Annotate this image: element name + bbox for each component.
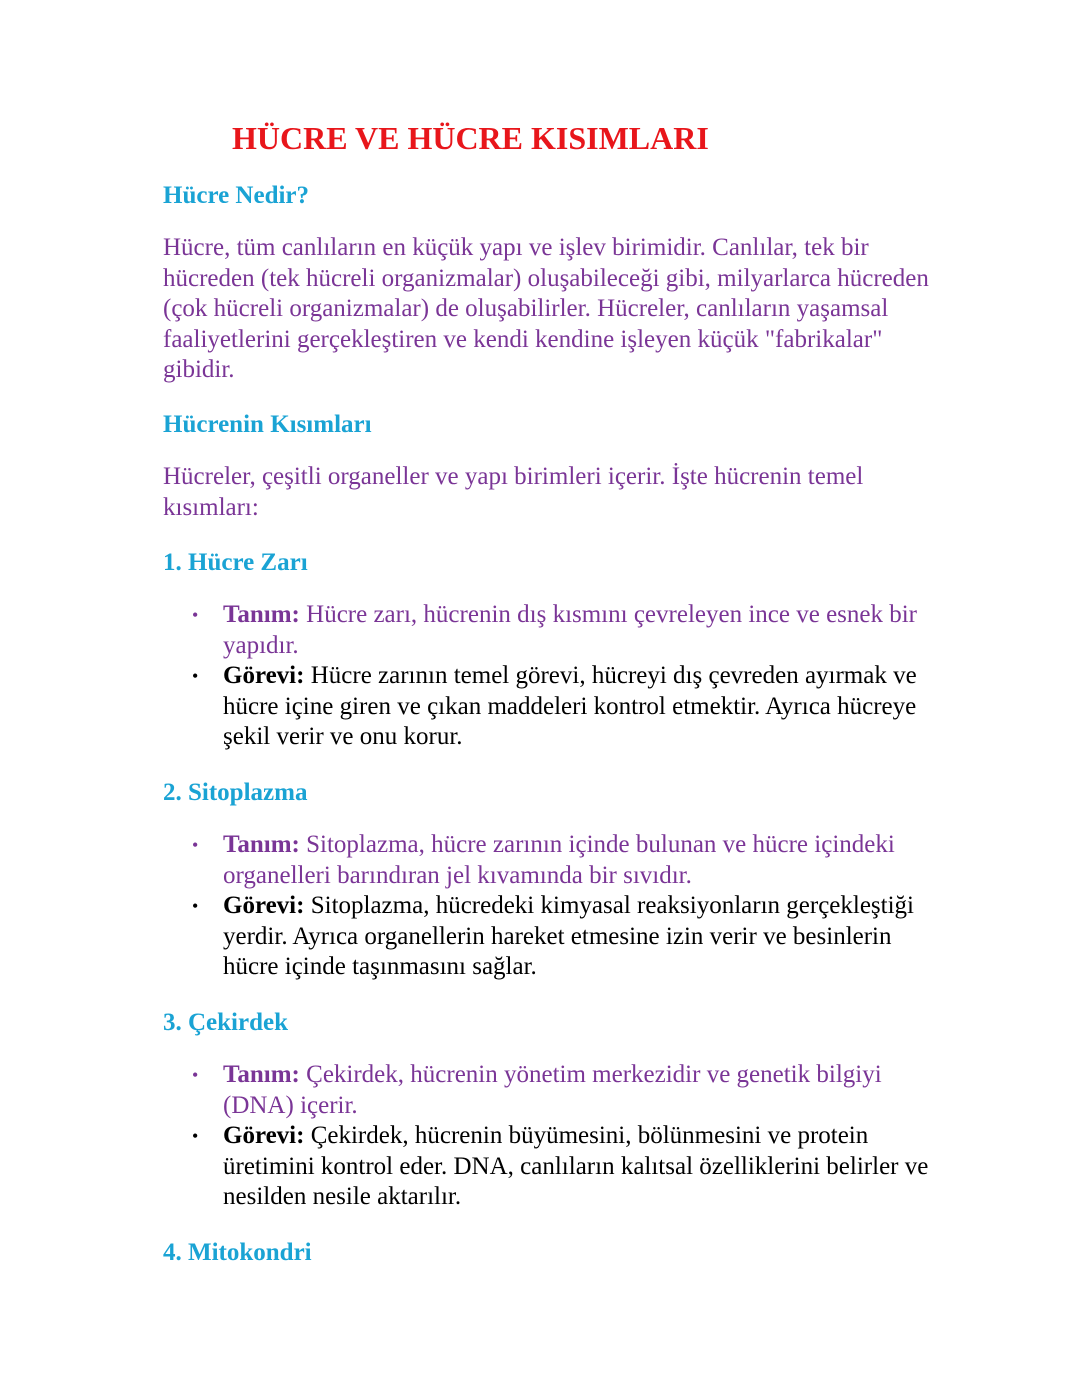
function-text: Sitoplazma, hücredeki kimyasal reaksiyonların gerçekleştiği yerdir. Ayrıca organellerin hareket etmesine izin verir ve besinlerin hücre içinde taşınmasını sağlar. — [223, 892, 914, 980]
list-item-function — [163, 891, 943, 983]
list-item-function — [163, 661, 943, 753]
list-cell-membrane — [163, 600, 943, 753]
paragraph-what-is-cell: Hücre, tüm canlıların en küçük yapı ve işlev birimidir. Canlılar, tek bir hücreden (tek hücreli organizmalar) oluşabileceği gibi, milyarlarca hücreden (çok hücreli organizmalar) de oluşabilirler. Hücreler, canlıların yaşamsal faaliyetlerini gerçekleştiren ve kendi kendine işleyen küçük "fabrikalar" gibidir. — [163, 234, 929, 383]
document-title: HÜCRE VE HÜCRE KISIMLARI — [232, 120, 709, 156]
function-label: Görevi: — [223, 892, 305, 919]
definition-text: Hücre zarı, hücrenin dış kısmını çevreleyen ince ve esnek bir yapıdır. — [223, 601, 918, 659]
heading-cell-membrane: 1. Hücre Zarı — [163, 549, 308, 576]
definition-text: Çekirdek, hücrenin yönetim merkezidir ve genetik bilgiyi (DNA) içerir. — [223, 1061, 882, 1119]
function-text: Hücre zarının temel görevi, hücreyi dış çevreden ayırmak ve hücre içine giren ve çıkan maddeleri kontrol etmektir. Ayrıca hücreye şekil verir ve onu korur. — [223, 662, 917, 750]
function-text: Çekirdek, hücrenin büyümesini, bölünmesini ve protein üretimini kontrol eder. DNA, canlıların kalıtsal özelliklerini belirler ve nesilden nesile aktarılır. — [223, 1122, 929, 1210]
heading-what-is-cell: Hücre Nedir? — [163, 182, 310, 209]
heading-cell-parts: Hücrenin Kısımları — [163, 411, 372, 438]
heading-mitochondria: 4. Mitokondri — [163, 1239, 312, 1266]
bullet-icon: • — [192, 1126, 199, 1146]
list-item-function — [163, 1121, 943, 1213]
bullet-icon: • — [192, 605, 199, 625]
function-label: Görevi: — [223, 1122, 305, 1149]
bullet-icon: • — [192, 835, 199, 855]
list-nucleus — [163, 1060, 943, 1213]
definition-text: Sitoplazma, hücre zarının içinde bulunan ve hücre içindeki organelleri barındıran jel kıvamında bir sıvıdır. — [223, 831, 895, 889]
list-item-definition — [163, 830, 943, 891]
heading-cytoplasm: 2. Sitoplazma — [163, 779, 308, 806]
bullet-icon: • — [192, 666, 199, 686]
function-label: Görevi: — [223, 662, 305, 689]
list-item-definition — [163, 1060, 943, 1121]
bullet-icon: • — [192, 896, 199, 916]
definition-label: Tanım: — [223, 831, 300, 858]
definition-label: Tanım: — [223, 601, 300, 628]
bullet-icon: • — [192, 1065, 199, 1085]
paragraph-cell-parts: Hücreler, çeşitli organeller ve yapı birimleri içerir. İşte hücrenin temel kısımları: — [163, 463, 864, 521]
list-item-definition — [163, 600, 943, 661]
list-cytoplasm — [163, 830, 943, 983]
heading-nucleus: 3. Çekirdek — [163, 1009, 288, 1036]
definition-label: Tanım: — [223, 1061, 300, 1088]
